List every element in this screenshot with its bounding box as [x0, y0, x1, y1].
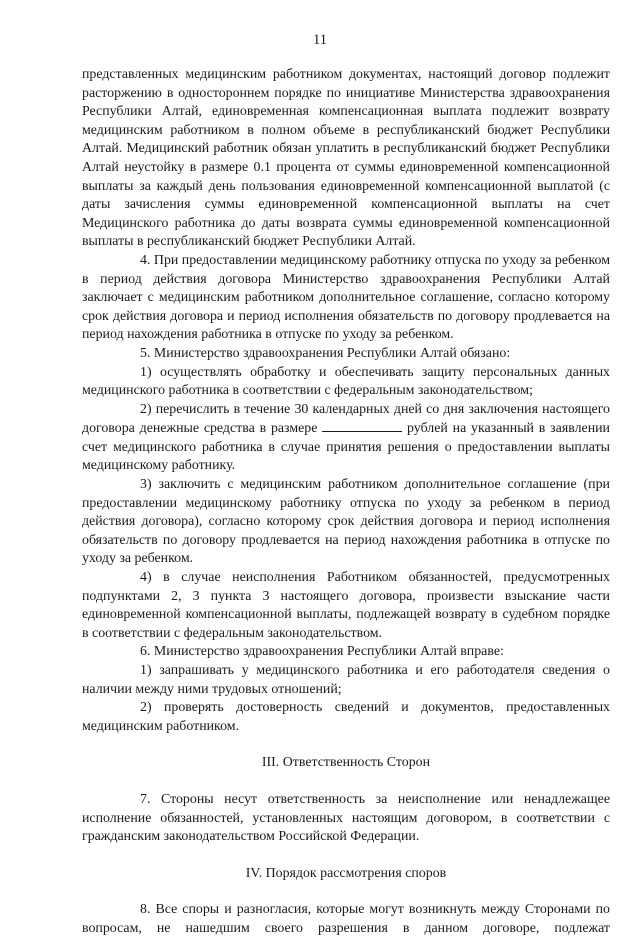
paragraph-6-item-2: 2) проверять достоверность сведений и документов, предоставленных медицинским работником. [82, 700, 610, 734]
paragraph-5-item-4: 4) в случае неисполнения Работником обязанностей, предусмотренных подпунктами 2, 3 пункта 3 настоящего договора, произвести взыскание части единовременной компенсационной выплаты, подлежащей возврату в судебном порядке в соответствии с федеральным законодательством. [82, 570, 610, 641]
paragraph-5-item-2 [82, 401, 610, 476]
paragraph-8: 8. Все споры и разногласия, которые могут возникнуть между Сторонами по вопросам, не нашедшим своего разрешения в данном договоре, подлежат [82, 902, 610, 936]
paragraph-5-item-3: 3) заключить с медицинским работником дополнительное соглашение (при предоставлении медицинскому работнику отпуска по уходу за ребенком в период действия договора), согласно которому срок действия договора и период исполнения обязательств по договору продлевается на период нахождения работника в отпуске по уходу за ребенком. [82, 477, 610, 567]
amount-blank-line [322, 419, 402, 432]
paragraph-5: 5. Министерство здравоохранения Республики Алтай обязано: [140, 345, 511, 361]
page-number: 11 [313, 32, 327, 48]
paragraph-7: 7. Стороны несут ответственность за неисполнение или ненадлежащее исполнение обязанностей, установленных настоящим договором, в соответствии с гражданским законодательством Российской Федерации. [82, 791, 610, 845]
paragraph-6-item-1: 1) запрашивать у медицинского работника и его работодателя сведения о наличии между ними трудовых отношений; [82, 663, 610, 697]
paragraph-5-item-1: 1) осуществлять обработку и обеспечивать защиту персональных данных медицинского работника в соответствии с федеральным законодательством; [82, 364, 610, 399]
paragraph-4: 4. При предоставлении медицинскому работнику отпуска по уходу за ребенком в период действия договора Министерство здравоохранения Республики Алтай заключает с медицинским работником дополнительное соглашение, согласно которому срок действия договора и период исполнения обязательств по договору продлевается на период нахождения работника в отпуске по уходу за ребенком. [82, 252, 610, 343]
paragraph-5-item-2-text-after: рублей на указанный в заявлении счет медицинского работника в случае принятия решения о предоставлении выплаты медицинскому работнику. [82, 421, 610, 474]
paragraph-6: 6. Министерство здравоохранения Республики Алтай вправе: [140, 644, 504, 660]
paragraph-5-item-2-text-before: 2) перечислить в течение 30 календарных дней со дня заключения настоящего договора денежные средства в размере [82, 401, 610, 437]
document-body [82, 66, 610, 939]
section-3-heading: III. Ответственность Сторон [261, 755, 431, 771]
section-4-heading: IV. Порядок рассмотрения споров [245, 865, 447, 881]
paragraph-continuation: представленных медицинским работником документах, настоящий договор подлежит расторжению в одностороннем порядке по инициативе Министерства здравоохранения Республики Алтай, единовременная компенсационная выплата подлежит возврату медицинским работником в полном объеме в республиканский бюджет Республики Алтай. Медицинский работник обязан уплатить в республиканский бюджет Республики Алтай неустойку в размере 0.1 процента от суммы единовременной компенсационной выплаты за каждый день пользования единовременной компенсационной выплатой (с даты зачисления суммы единовременной компенсационной выплаты на счет Медицинского работника до даты возврата суммы единовременной компенсационной выплаты в республиканский бюджет Республики Алтай. [82, 67, 610, 250]
